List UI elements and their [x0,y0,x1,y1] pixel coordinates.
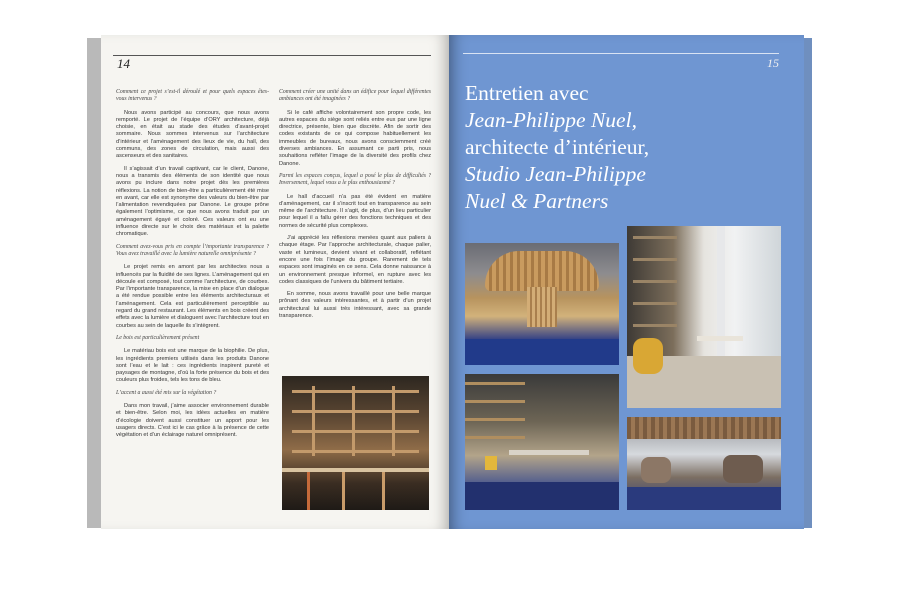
photo-dining-area-shelving [465,374,619,510]
photo-cafe-wood-shelves [282,376,429,510]
title-line: Nuel & Partners [465,189,609,213]
right-page-number: 15 [767,56,779,70]
answer-paragraph: J’ai apprécié les réflexions menées quant aux paliers à chaque étage. Par l’approche architecturale, chaque palier, vaste et lumineux, devient vivant et collaboratif, reflétant encore une fois l’image du groupe. Rarement de tels espaces sont imaginés en ce sens. Cela donne naissance à un environnement presque informel, en rupture avec les codes classiques de l’univers du bâtiment tertiaire. [279,235,431,285]
question: Comment créer une unité dans un édifice pour lequel différentes ambiances ont été imaginées ? [279,89,431,103]
question: Le bois est particulièrement présent [116,334,200,341]
photo-restaurant-wooden-canopy [465,243,619,365]
question: Parmi les espaces conçus, lequel a posé le plus de difficultés ? Inversement, lequel vous a le plus enthousiasmé ? [279,172,431,187]
answer-paragraph: Le matériau bois est une marque de la biophilie. De plus, les ingrédients premiers utilisés dans les produits Danone sont l’eau et le lait : ces ingrédients inspirent pureté et paysages de montagne, d’où la forte présence du bois et des couleurs plus froides, tels les tons de bleu. [116,348,269,384]
left-top-rule [113,55,431,56]
interview-column-1 [116,89,269,444]
article-title [465,80,795,215]
interview-column-2 [279,89,431,325]
answer-paragraph: En somme, nous avons travaillé pour une belle marque prônant des valeurs intéressantes, et à partir d’un projet architectural lui aussi très intéressant, avec sa grande transparence. [279,291,431,320]
magazine-cover-edge-left [87,38,101,528]
title-line: Jean-Philippe Nuel, [465,108,637,132]
question: Comment ce projet s’est-il déroulé et pour quels espaces êtes-vous intervenus ? [116,89,269,103]
title-line: Entretien avec [465,81,589,105]
answer-paragraph: Le projet remis en amont par les architectes nous a influencés par la fluidité de ses lignes. L’aménagement qui en découle est composé, tout comme l’architecture, de courbes. Par l’importante transparence, la mise en place d’un dialogue a été rendue possible entre les éléments architecturaux et l’aménagement. Cela est particulièrement perceptible au regard du grand restaurant. Les éléments en bois créent des effets avec la lumière et dialoguent avec l’architecture tout en courbes au sein de laquelle ils s’intègrent. [116,264,269,329]
answer-paragraph: Si le café affiche volontairement son propre code, les autres espaces du siège sont reliés entre eux par une ligne directrice, présente, bien que discrète. Afin de sortir des codes existants de ce qui compose habituellement les immeubles de bureaux, nous avons consciemment créé diverses ambiances. En assumant ce parti pris, nous souhaitions refléter l’image de la diversité des profils chez Danone. [279,109,431,167]
answer-paragraph: Il s’agissait d’un travail captivant, car le client, Danone, nous a transmis des éléments de son identité que nous avons pu inclure dans notre projet dès les premières réflexions. La notion de bien-être a particulièrement été mise en avant, car elle est synonyme des valeurs du bien-être par l’alimentation revendiquées par Danone. Le groupe prône également l’optimisme, ce que nous avons traduit par un aménagement égayé et coloré. Ces valeurs ont eu une influence directe sur le choix des matériaux et la palette chromatique. [116,165,269,238]
answer-paragraph: Le hall d’accueil n’a pas été évident en matière d’aménagement, car il s’inscrit tout en transparence au sein même de l’architecture. Il s’agit, de plus, d’un lieu particulier pour lequel il a fallu gérer des fonctions techniques et des normes de sécurité plus complexes. [279,193,431,229]
question: L’accent a aussi été mis sur la végétation ? [116,389,217,396]
right-top-rule [463,53,779,54]
left-page-number: 14 [117,56,130,71]
answer-paragraph: Dans mon travail, j’aime associer environnement durable et bien-être. Selon moi, les idées actuelles en matière d’écologie doivent aussi constituer un apport pour les usagers directs. C’est ici le cas grâce à la présence de cette végétation et d’un éclairage naturel omniprésent. [116,402,269,439]
answer-paragraph: Nous avons participé au concours, que nous avons remporté. Le projet de l’équipe d’ORY architecture, déjà choisie, en était au stade des études d’avant-projet sommaire. Nous sommes intervenus sur l’architecture d’intérieur et l’aménagement des lieux de vie, du hall, des communs, des zones de circulation, mais aussi des ascenseurs et des sanitaires. [116,109,269,160]
title-line: Studio Jean-Philippe [465,162,646,186]
question: Comment avez-vous pris en compte l’importante transparence ? Vous avez travaillé avec la lumière naturelle omniprésente ? [116,243,269,257]
photo-hall-lounge-seating [627,417,781,510]
photo-lounge-shelves-window [627,226,781,408]
title-line: architecte d’intérieur, [465,135,650,159]
